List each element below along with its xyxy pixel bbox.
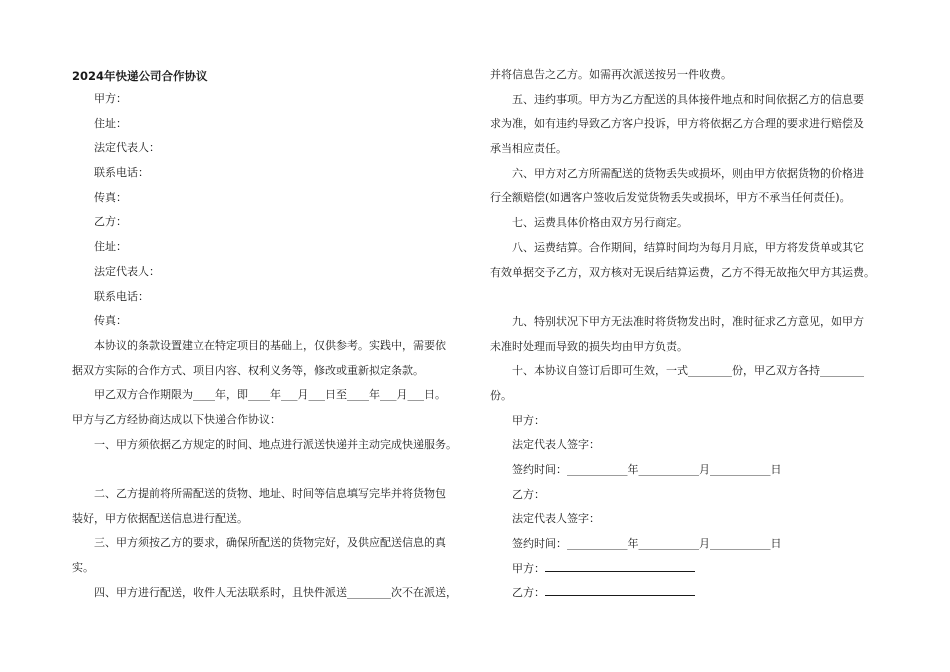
clause-10-line-1: 十、本协议自签订后即可生效，一式________份，甲乙双方各持________ (512, 364, 864, 378)
preamble-line-2: 据双方实际的合作方式、项目内容、权利义务等，修改或重新拟定条款。 (72, 363, 424, 377)
sign-party-a-legal-rep: 法定代表人签字： (512, 438, 600, 452)
party-a-address: 住址： (94, 116, 127, 130)
clause-3-line-2: 实。 (72, 561, 94, 575)
party-b-label: 乙方： (94, 215, 127, 229)
agreement-intro: 甲方与乙方经协商达成以下快递合作协议： (72, 412, 281, 426)
clause-5-line-3: 承当相应责任。 (490, 142, 567, 156)
clause-9-line-1: 九、特别状况下甲方无法准时将货物发出时，准时征求乙方意见，如甲方 (512, 314, 864, 328)
party-b-fax: 传真： (94, 314, 127, 328)
clause-4-line-2: 并将信息告之乙方。如需再次派送按另一件收费。 (490, 68, 732, 81)
clause-10-line-2: 份。 (490, 388, 512, 402)
sign-line-party-a-label: 甲方： (512, 561, 545, 575)
preamble-line-1: 本协议的条款设置建立在特定项目的基础上，仅供参考。实践中，需要依 (94, 338, 446, 352)
sign-line-party-a (490, 557, 882, 582)
term-line: 甲乙双方合作期限为____年，即____年___月___日至____年___月___日。 (94, 388, 446, 402)
party-a-legal-rep: 法定代表人： (94, 141, 160, 155)
clause-2-line-2: 装好，甲方依据配送信息进行配送。 (72, 511, 248, 525)
spacer (490, 285, 882, 310)
document-title: 2024年快递公司合作协议 (72, 69, 208, 83)
clause-6-line-2: 行全额赔偿(如遇客户签收后发觉货物丢失或损坏，甲方不承当任何责任)。 (490, 191, 851, 205)
party-a-phone: 联系电话： (94, 166, 149, 180)
clause-1: 一、甲方须依据乙方规定的时间、地点进行派送快递并主动完成快递服务。 (94, 437, 457, 451)
clause-8-line-2: 有效单据交予乙方，双方核对无误后结算运费，乙方不得无故拖欠甲方其运费。 (490, 265, 875, 279)
sign-party-b-legal-rep: 法定代表人签字： (512, 512, 600, 526)
sign-party-a-date: 签约时间：___________年___________月___________日 (512, 463, 782, 476)
party-b-legal-rep: 法定代表人： (94, 264, 160, 278)
signature-underline (545, 571, 695, 572)
party-b-phone: 联系电话： (94, 289, 149, 303)
sign-party-a: 甲方： (512, 413, 545, 427)
left-column (72, 63, 462, 605)
clause-6-line-1: 六、甲方对乙方所需配送的货物丢失或损坏，则由甲方依据货物的价格进 (512, 166, 864, 180)
clause-5-line-2: 求为准，如有违约导致乙方客户投诉，甲方将依据乙方合理的要求进行赔偿及 (490, 117, 864, 131)
clause-7: 七、运费具体价格由双方另行商定。 (512, 216, 688, 230)
signature-underline (545, 595, 695, 596)
sign-line-party-b (490, 581, 882, 606)
clause-4-line-1: 四、甲方进行配送，收件人无法联系时，且快件派送________次不在派送， (94, 585, 457, 599)
sign-line-party-b-label: 乙方： (512, 586, 545, 600)
clause-3-line-1: 三、甲方须按乙方的要求，确保所配送的货物完好，及供应配送信息的真 (94, 536, 446, 550)
party-b-address: 住址： (94, 240, 127, 254)
party-a-label: 甲方： (94, 92, 127, 105)
sign-party-b: 乙方： (512, 487, 545, 501)
clause-8-line-1: 八、运费结算。合作期间，结算时间均为每月月底，甲方将发货单或其它 (512, 240, 864, 254)
right-column (490, 63, 882, 606)
party-a-fax: 传真： (94, 190, 127, 204)
sign-party-b-date: 签约时间：___________年___________月___________日 (512, 537, 782, 551)
clause-2-line-1: 二、乙方提前将所需配送的货物、地址、时间等信息填写完毕并将货物包 (94, 487, 446, 500)
spacer (72, 457, 462, 482)
clause-9-line-2: 未准时处理而导致的损失均由甲方负责。 (490, 339, 688, 353)
clause-5-line-1: 五、违约事项。甲方为乙方配送的具体接件地点和时间依据乙方的信息要 (512, 92, 864, 106)
